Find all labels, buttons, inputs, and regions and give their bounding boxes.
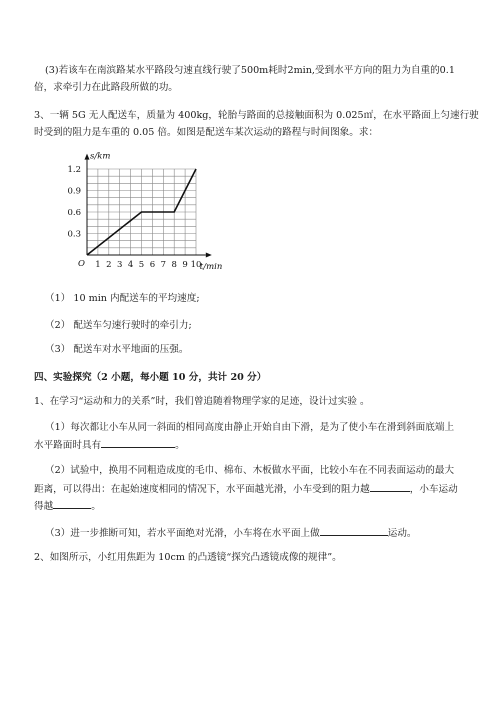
x-tick-label: 8 bbox=[171, 260, 177, 270]
x-tick-label: 9 bbox=[182, 260, 188, 270]
q1-part1-text: 水平路面时具有 bbox=[34, 440, 102, 451]
x-axis-arrow bbox=[206, 253, 212, 258]
q3-stem-line2: 时受到的阻力是车重的 0.05 倍。如图是配送车某次运动的路程与时间图象。求： bbox=[34, 127, 379, 138]
q2-stem: 2、如图所示，小红用焦距为 10cm 的凸透镜“探究凸透镜成像的规律”。 bbox=[34, 552, 342, 563]
q1-part2-line2 bbox=[34, 481, 458, 496]
chart-origin-label: O bbox=[78, 259, 85, 269]
x-tick-label: 2 bbox=[106, 260, 112, 270]
q3-sub2: （2） 配送车匀速行驶时的牵引力; bbox=[45, 320, 192, 331]
q1-part2-mid: ，小车运动 bbox=[409, 484, 458, 495]
answer-blank-1[interactable] bbox=[101, 437, 175, 448]
distance-time-chart bbox=[58, 140, 238, 280]
q1-part3-end: 运动。 bbox=[387, 528, 417, 539]
q1-part3-text: （3）进一步推断可知，若水平面绝对光滑，小车将在水平面上做 bbox=[45, 528, 320, 539]
x-tick-label: 1 bbox=[95, 260, 101, 270]
q1-part2-text: 距离，可以得出：在起始速度相同的情况下，水平面越光滑，小车受到的阻力越 bbox=[34, 484, 370, 495]
x-tick-label: 7 bbox=[160, 260, 167, 270]
y-tick-label: 0.6 bbox=[67, 208, 81, 218]
q1-part1-line1: （1）每次都让小车从同一斜面的相同高度由静止开始自由下滑，是为了使小车在滑到斜面底端上 bbox=[45, 422, 455, 433]
answer-blank-2[interactable] bbox=[370, 481, 410, 492]
q1-part2-end: 。 bbox=[91, 501, 101, 512]
y-axis-arrow bbox=[85, 154, 90, 160]
q1-part1-line2 bbox=[34, 437, 185, 452]
x-tick-label: 4 bbox=[127, 260, 134, 270]
answer-blank-4[interactable] bbox=[320, 525, 388, 536]
q3-sub3: （3） 配送车对水平地面的压强。 bbox=[45, 344, 189, 355]
chart-x-label: t/min bbox=[199, 262, 223, 272]
x-tick-label: 3 bbox=[116, 260, 123, 270]
x-tick-label: 10 bbox=[190, 260, 202, 270]
q1-part3-line bbox=[45, 525, 417, 540]
q1-part2-line1: （2）试验中，换用不同粗造成度的毛巾、棉布、木板做水平面，比较小车在不同表面运动的最大 bbox=[45, 465, 455, 476]
q1-part2-line3 bbox=[34, 498, 101, 513]
q2-part3-line1: (3)若该车在南滨路某水平路段匀速直线行驶了500m耗时2min,受到水平方向的阻力为自重的0.1 bbox=[45, 65, 455, 76]
q3-sub1: （1） 10 min 内配送车的平均速度; bbox=[45, 293, 200, 304]
y-tick-label: 0.9 bbox=[67, 186, 81, 197]
q1-stem: 1、在学习“运动和力的关系”时，我们曾追随着物理学家的足迹，设计过实验 。 bbox=[34, 396, 370, 407]
q3-stem-line1: 3、一辆 5G 无人配送车，质量为 400kg，轮胎与路面的总接触面积为 0.025㎡，在水平路面上匀速行驶 bbox=[34, 110, 479, 121]
x-tick-label: 6 bbox=[149, 260, 156, 270]
q1-part1-end: 。 bbox=[175, 440, 185, 451]
x-tick-label: 5 bbox=[138, 260, 145, 270]
answer-blank-3[interactable] bbox=[53, 498, 91, 509]
section-4-title: 四、实验探究（2 小题，每小题 10 分，共计 20 分） bbox=[34, 372, 267, 383]
q2-part3-line2: 倍，求牵引力在此路段所做的功。 bbox=[34, 82, 178, 93]
y-tick-label: 1.2 bbox=[67, 165, 81, 175]
q1-part2-text3: 得越 bbox=[34, 501, 54, 512]
y-tick-label: 0.3 bbox=[67, 229, 81, 240]
chart-y-label: s/km bbox=[90, 151, 111, 162]
